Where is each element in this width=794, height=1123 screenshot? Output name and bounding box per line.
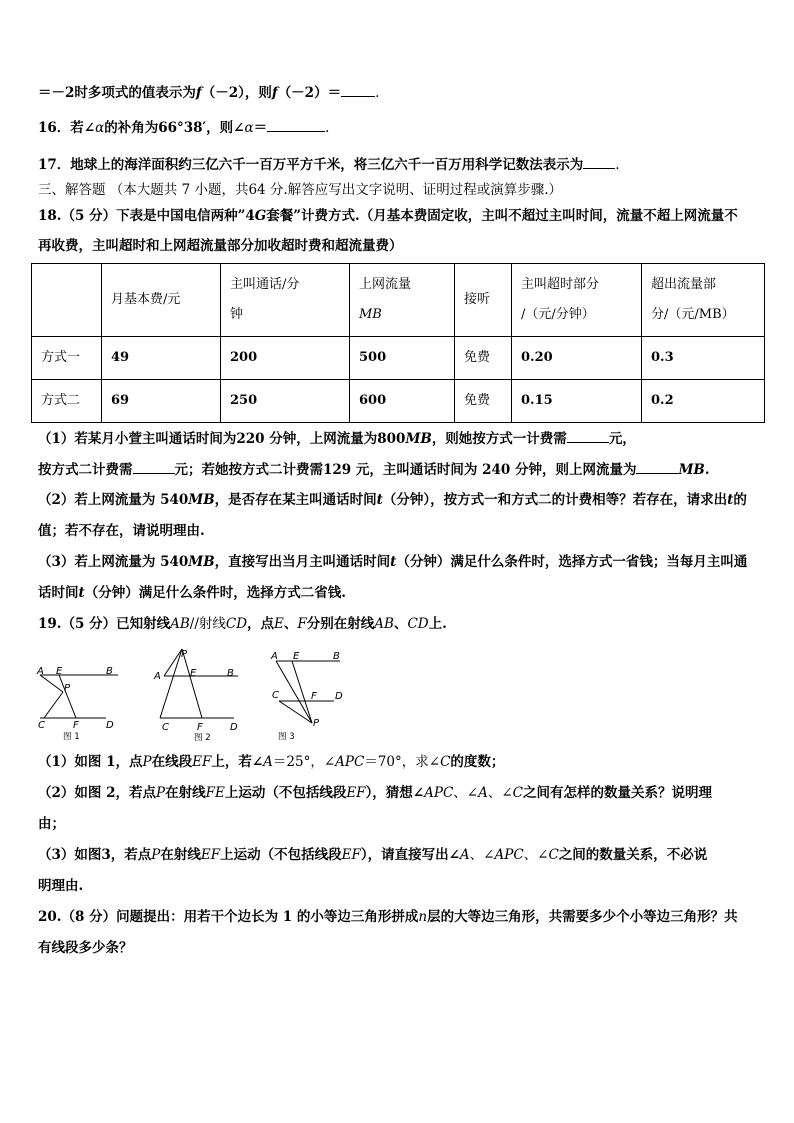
table-cell: 600 — [350, 380, 455, 423]
label-B: B — [333, 651, 340, 662]
question-18: 18.（5 分）下表是中国电信两种”4G套餐”计费方式.（月基本费固定收，主叫不超过主叫时间，流量不超上网流量不 — [38, 208, 738, 224]
answer-blank — [267, 117, 325, 132]
table-cell: 49 — [102, 337, 221, 380]
table-cell: 69 — [102, 380, 221, 423]
label-D: D — [335, 691, 343, 702]
label-A: A — [154, 671, 161, 682]
figure-2 — [152, 646, 247, 747]
table-row — [32, 380, 765, 423]
table-cell: 200 — [221, 337, 350, 380]
table-header-cell: 上网流量 MB — [350, 264, 455, 337]
question-19: 19.（5 分）已知射线AB//射线CD，点E、F分别在射线AB、CD上. — [38, 616, 447, 632]
table-cell: 免费 — [455, 380, 512, 423]
table-header-cell: 接听 — [455, 264, 512, 337]
label-F: F — [311, 691, 317, 702]
label-C: C — [272, 690, 279, 701]
label-D: D — [230, 722, 238, 733]
table-cell: 0.2 — [642, 380, 765, 423]
question-19-part2-line2: 由； — [38, 816, 65, 832]
answer-blank — [133, 459, 175, 474]
answer-blank — [583, 154, 615, 169]
table-header-cell: 主叫超时部分 /（元/分钟） — [512, 264, 642, 337]
table-cell: 免费 — [455, 337, 512, 380]
question-18-part2-line2: 值；若不存在，请说明理由. — [38, 523, 205, 539]
label-F: F — [73, 720, 79, 731]
fee-table — [31, 263, 765, 423]
table-header-cell: 超出流量部 分/（元/MB） — [642, 264, 765, 337]
table-cell: 500 — [350, 337, 455, 380]
question-20-line2: 有线段多少条？ — [38, 940, 133, 956]
label-B: B — [106, 666, 113, 677]
table-cell: 0.20 — [512, 337, 642, 380]
table-row — [32, 337, 765, 380]
label-F: F — [197, 722, 203, 733]
question-18-part1-line2: 按方式二计费需 元；若她按方式二计费需129 元，主叫通话时间为 240 分钟，则上网流量为 MB. — [38, 459, 710, 480]
figure-caption: 图 1 — [63, 732, 80, 742]
question-18-line2: 再收费，主叫超时和上网超流量部分加收超时费和超流量费） — [38, 238, 403, 254]
label-E: E — [190, 668, 197, 679]
label-E: E — [56, 666, 63, 677]
table-cell: 250 — [221, 380, 350, 423]
label-P: P — [313, 718, 320, 729]
label-A: A — [37, 666, 44, 677]
question-18-part2: （2）若上网流量为 540MB，是否存在某主叫通话时间t（分钟），按方式一和方式二的计费相等？若存在，请求出t的 — [38, 492, 747, 508]
table-header-cell: 主叫通话/分 钟 — [221, 264, 350, 337]
table-cell: 方式二 — [32, 380, 102, 423]
figure-caption: 图 3 — [278, 732, 295, 742]
q15-continuation: ＝－2时多项式的值表示为f（－2），则f（－2）＝ . — [38, 82, 379, 103]
question-18-part3-line2: 话时间t（分钟）满足什么条件时，选择方式二省钱. — [38, 585, 346, 601]
table-cell: 0.15 — [512, 380, 642, 423]
question-19-part3: （3）如图3，若点P在射线EF上运动（不包括线段EF），请直接写出∠A、∠APC、∠C之间的数量关系，不必说 — [38, 847, 708, 863]
label-B: B — [227, 668, 234, 679]
answer-blank — [636, 459, 678, 474]
question-16: 16．若∠α的补角为66°38′，则∠α＝ . — [38, 117, 329, 138]
table-cell: 方式一 — [32, 337, 102, 380]
question-19-part2: （2）如图 2，若点P在射线FE上运动（不包括线段EF），猜想∠APC、∠A、∠C之间有怎样的数量关系？说明理 — [38, 785, 713, 801]
label-P: P — [64, 683, 71, 694]
table-cell: 0.3 — [642, 337, 765, 380]
figure-3 — [268, 648, 358, 747]
question-20: 20.（8 分）问题提出：用若干个边长为 1 的小等边三角形拼成n层的大等边三角形，共需要多少个小等边三角形？共 — [38, 909, 738, 925]
table-header-cell — [32, 264, 102, 337]
question-18-part1: （1）若某月小萱主叫通话时间为220 分钟，上网流量为800MB，则她按方式一计费需 元， — [38, 428, 636, 449]
question-18-part3: （3）若上网流量为 540MB，直接写出当月主叫通话时间t（分钟）满足什么条件时，选择方式一省钱；当每月主叫通 — [38, 554, 748, 570]
label-C: C — [162, 722, 169, 733]
section-3-heading: 三、解答题 （本大题共 7 小题，共64 分.解答应写出文字说明、证明过程或演算步骤.） — [38, 182, 563, 198]
label-A: A — [271, 651, 278, 662]
label-C: C — [38, 720, 45, 731]
label-E: E — [293, 651, 300, 662]
question-19-part1: （1）如图 1，点P在线段EF上，若∠A＝25°，∠APC＝70°，求∠C的度数； — [38, 754, 505, 770]
answer-blank — [341, 82, 375, 97]
table-header-cell: 月基本费/元 — [102, 264, 221, 337]
answer-blank — [567, 428, 609, 443]
table-header-row — [32, 264, 765, 337]
figure-caption: 图 2 — [194, 733, 211, 743]
label-D: D — [106, 720, 114, 731]
question-17: 17．地球上的海洋面积约三亿六千一百万平方千米，将三亿六千一百万用科学记数法表示为 . — [38, 154, 620, 175]
question-19-part3-line2: 明理由. — [38, 878, 84, 894]
figure-1 — [36, 648, 126, 747]
label-P: P — [181, 649, 188, 660]
